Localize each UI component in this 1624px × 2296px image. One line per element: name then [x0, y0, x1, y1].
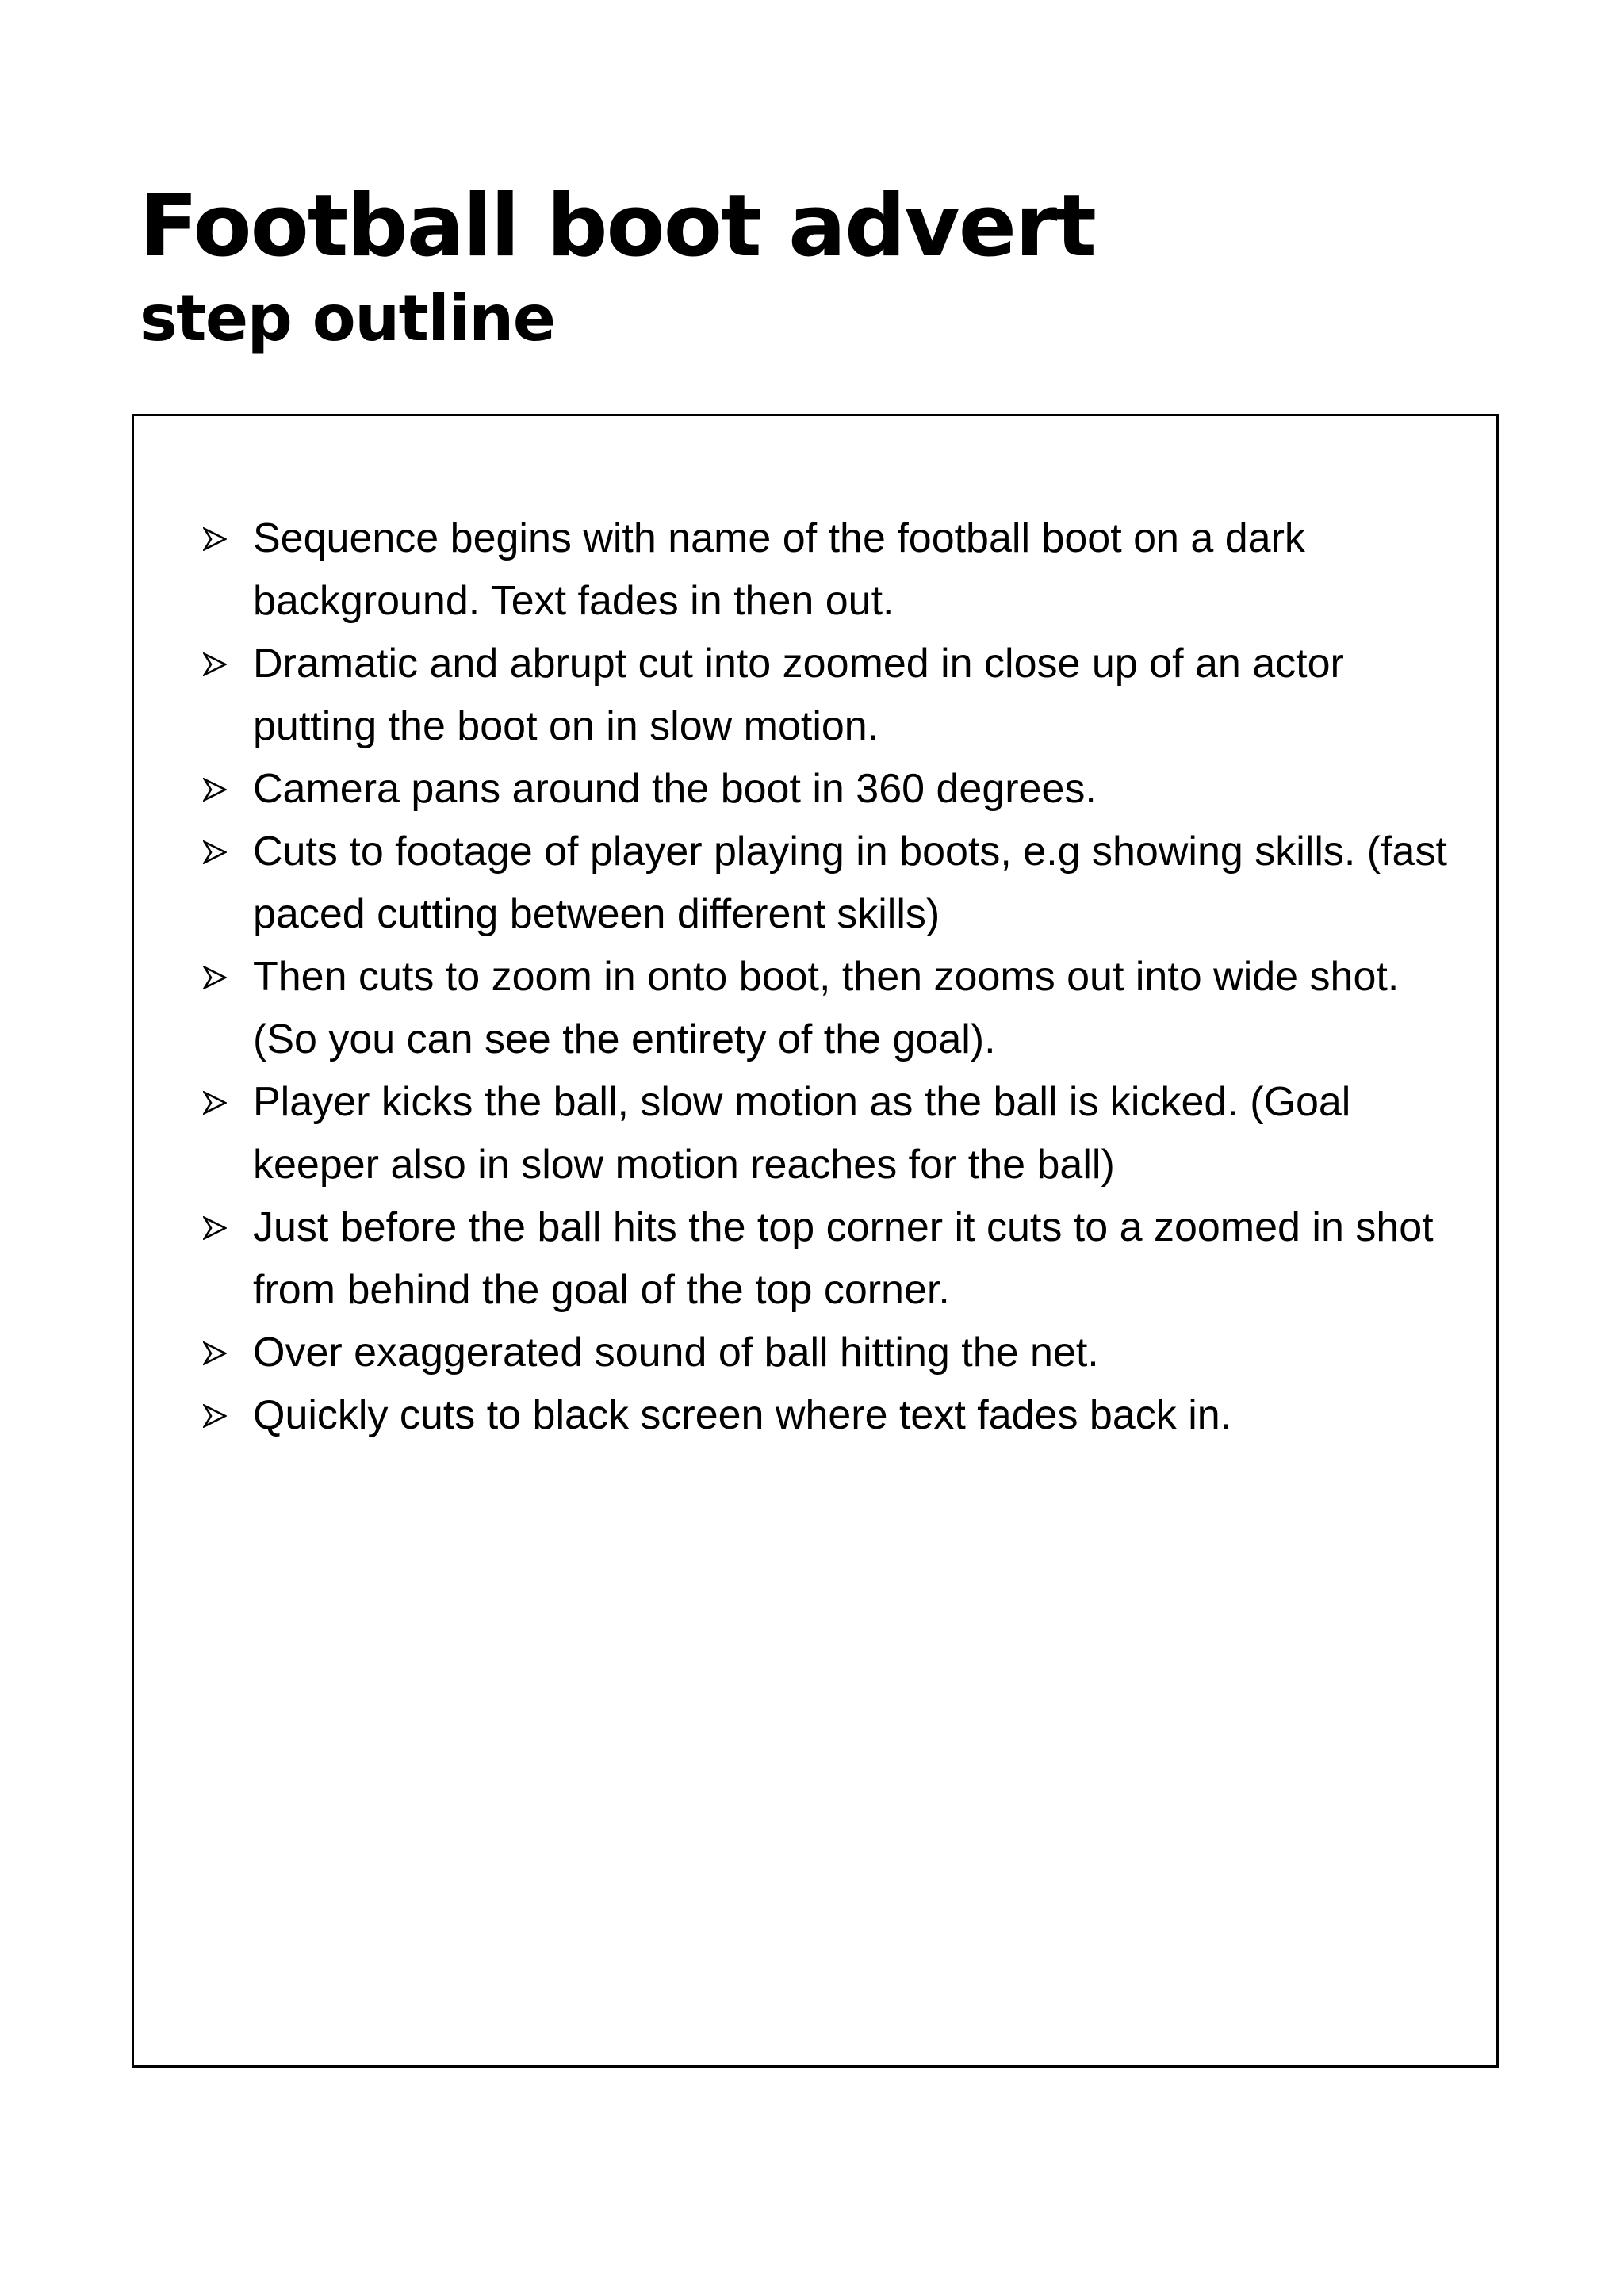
step-item [200, 1071, 1469, 1196]
step-list [200, 507, 1469, 1447]
arrowhead-bullet-icon [203, 1404, 227, 1428]
step-text: Quickly cuts to black screen where text fades back in. [253, 1392, 1232, 1438]
arrowhead-bullet-icon [203, 840, 227, 864]
arrowhead-bullet-icon [203, 1091, 227, 1115]
step-item [200, 821, 1469, 946]
step-item [200, 1322, 1469, 1384]
step-item [200, 507, 1469, 633]
arrowhead-bullet-icon [203, 1216, 227, 1240]
step-text: Dramatic and abrupt cut into zoomed in close up of an actor putting the boot on in slow motion. [253, 641, 1344, 749]
step-text: Sequence begins with name of the football boot on a dark background. Text fades in then out. [253, 515, 1305, 624]
arrowhead-bullet-icon [203, 652, 227, 676]
arrowhead-bullet-icon [203, 966, 227, 989]
step-text: Camera pans around the boot in 360 degrees. [253, 766, 1097, 812]
page-subtitle: step outline [140, 281, 555, 355]
arrowhead-bullet-icon [203, 1341, 227, 1365]
step-text: Just before the ball hits the top corner it cuts to a zoomed in shot from behind the goal of the top corner. [253, 1204, 1434, 1313]
arrowhead-bullet-icon [203, 527, 227, 551]
step-item [200, 633, 1469, 758]
step-text: Cuts to footage of player playing in boots, e.g showing skills. (fast paced cutting between different skills) [253, 828, 1447, 937]
step-item [200, 758, 1469, 821]
step-item [200, 1196, 1469, 1322]
arrowhead-bullet-icon [203, 778, 227, 802]
step-text: Then cuts to zoom in onto boot, then zooms out into wide shot. (So you can see the entirety of the goal). [253, 954, 1400, 1062]
step-item [200, 1384, 1469, 1447]
step-text: Over exaggerated sound of ball hitting the net. [253, 1330, 1099, 1376]
step-item [200, 946, 1469, 1071]
step-text: Player kicks the ball, slow motion as the ball is kicked. (Goal keeper also in slow motion reaches for the ball) [253, 1079, 1351, 1188]
page-title: Football boot advert [140, 177, 1095, 276]
